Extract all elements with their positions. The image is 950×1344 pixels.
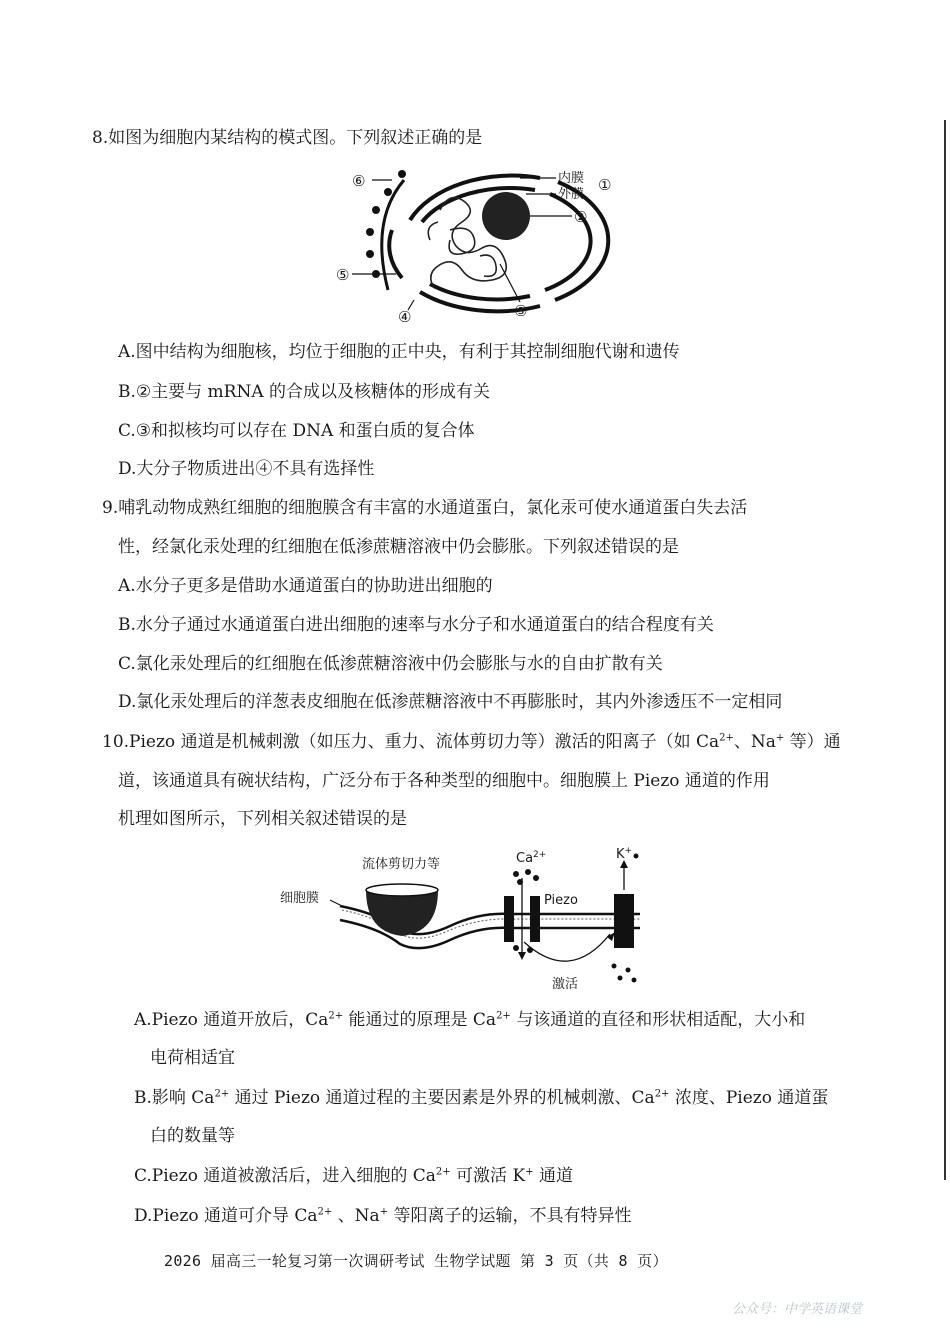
label-3: ③ [514,302,528,320]
label-activate: 激活 [552,977,579,992]
q8-option-d: D.大分子物质进出④不具有选择性 [118,459,375,479]
label-1: ① [598,176,612,194]
label-inner-membrane: 内膜 [558,171,585,186]
label-5: ⑤ [336,266,350,284]
q10-option-b-line2: 白的数量等 [150,1126,235,1146]
label-ca: $Ca^{2+}$ [516,850,547,866]
piezo-channel-left [504,896,514,942]
piezo-diagram [280,844,660,994]
label-2: ② [574,208,588,226]
q9-stem-line1: 9.哺乳动物成熟红细胞的细胞膜含有丰富的水通道蛋白，氯化汞可使水通道蛋白失去活 [102,498,748,518]
q10-stem-line1: 10.Piezo 通道是机械刺激（如压力、重力、流体剪切力等）激活的阳离子（如 $Ca^{2+}$、Na+ 等）通 [102,732,841,752]
label-4: ④ [398,308,412,326]
q9-option-d: D.氯化汞处理后的洋葱表皮细胞在低渗蔗糖溶液中不再膨胀时，其内外渗透压不一定相同 [118,692,783,712]
label-shear-force: 流体剪切力等 [362,857,441,872]
q8-stem: 8.如图为细胞内某结构的模式图。下列叙述正确的是 [92,128,483,148]
page-edge-line [944,120,946,1180]
label-piezo: Piezo [544,893,578,908]
outer-membrane-left [389,230,402,278]
q10-option-c: C.Piezo 通道被激活后，进入细胞的 $Ca^{2+}$ 可激活 K+ 通道 [134,1166,573,1186]
label-cell-membrane: 细胞膜 [280,891,320,906]
q10-stem-line3: 机理如图所示，下列相关叙述错误的是 [118,809,407,829]
q9-option-c: C.氯化汞处理后的红细胞在低渗蔗糖溶液中仍会膨胀与水的自由扩散有关 [118,654,663,674]
watermark: 公众号：中学英语课堂 [732,1302,863,1317]
q10-option-d: D.Piezo 通道可介导 $Ca^{2+}$ 、Na+ 等阳离子的运输，不具有特异性 [134,1206,632,1226]
q10-option-a-line2: 电荷相适宜 [150,1048,235,1068]
nucleolus [482,192,530,240]
page-footer: 2026 届高三一轮复习第一次调研考试 生物学试题 第 3 页（共 8 页） [164,1252,668,1270]
q8-option-c: C.③和拟核均可以存在 DNA 和蛋白质的复合体 [118,421,475,441]
q9-option-b: B.水分子通过水通道蛋白进出细胞的速率与水分子和水通道蛋白的结合程度有关 [118,615,714,635]
q10-stem-line2: 道，该通道具有碗状结构，广泛分布于各种类型的细胞中。细胞膜上 Piezo 通道的作用 [118,771,770,791]
q10-option-a-line1: A.Piezo 通道开放后，$Ca^{2+}$ 能通过的原理是 $Ca^{2+}$ 与该通道的直径和形状相适配，大小和 [134,1010,806,1030]
label-6: ⑥ [352,172,366,190]
q9-stem-line2: 性，经氯化汞处理的红细胞在低渗蔗糖溶液中仍会膨胀。下列叙述错误的是 [118,537,679,557]
q8-option-b: B.②主要与 mRNA 的合成以及核糖体的形成有关 [118,382,491,402]
label-k: K+ [616,846,633,862]
q8-option-a: A.图中结构为细胞核，均位于细胞的正中央，有利于其控制细胞代谢和遗传 [118,342,680,362]
k-channel [614,894,634,948]
piezo-channel-right [530,896,540,942]
nucleus-diagram [330,160,650,330]
q9-option-a: A.水分子更多是借助水通道蛋白的协助进出细胞的 [118,576,493,596]
label-outer-membrane: 外膜 [558,187,585,202]
q10-option-b-line1: B.影响 $Ca^{2+}$ 通过 Piezo 通道过程的主要因素是外界的机械刺激、$Ca^{2+}$ 浓度、Piezo 通道蛋 [134,1088,829,1108]
